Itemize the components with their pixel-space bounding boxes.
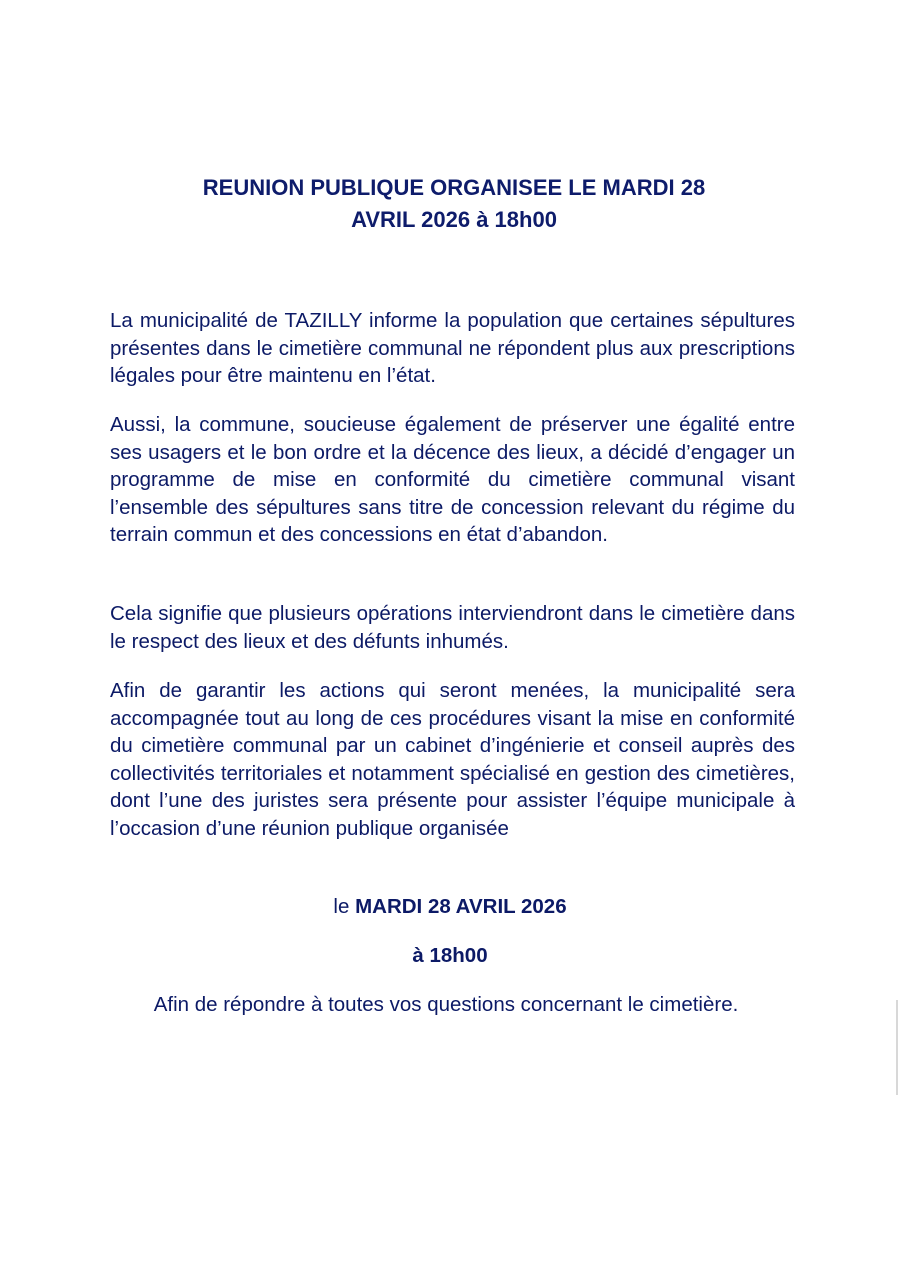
meeting-date-value: MARDI 28 AVRIL 2026 bbox=[355, 895, 567, 918]
meeting-time: à 18h00 bbox=[412, 944, 488, 967]
meeting-date-prefix: le bbox=[333, 895, 356, 918]
paragraph-operations: Cela signifie que plusieurs opérations interviendront dans le cimetière dans le respect des lieux et des défunts inhumés. bbox=[110, 602, 795, 653]
closing-line: Afin de répondre à toutes vos questions concernant le cimetière. bbox=[153, 993, 739, 1016]
paragraph-program: Aussi, la commune, soucieuse également de préserver une égalité entre ses usagers et le bon ordre et la décence des lieux, a décidé d’engager un programme de mise en conformité du cimetière communal visant l’ensemble des sépultures sans titre de concession relevant du régime du terrain commun et des concessions en état d’abandon. bbox=[110, 413, 795, 546]
title-line-1: REUNION PUBLIQUE ORGANISEE LE MARDI 28 bbox=[202, 175, 706, 200]
meeting-date bbox=[0, 893, 900, 921]
title-line-2: AVRIL 2026 à 18h00 bbox=[351, 207, 557, 232]
scan-edge-mark bbox=[896, 1000, 898, 1095]
paragraph-assistance: Afin de garantir les actions qui seront menées, la municipalité sera accompagnée tout au long de ces procédures visant la mise en conformité du cimetière communal par un cabinet d’ingénierie et conseil auprès des collectivités territoriales et notamment spécialisé en gestion des cimetières, dont l’une des juristes sera présente pour assister l’équipe municipale à l’occasion d’une réunion publique organisée bbox=[110, 679, 795, 840]
page-title bbox=[0, 172, 900, 236]
paragraph-announcement: La municipalité de TAZILLY informe la population que certaines sépultures présentes dans le cimetière communal ne répondent plus aux prescriptions légales pour être maintenu en l’état. bbox=[110, 309, 795, 387]
